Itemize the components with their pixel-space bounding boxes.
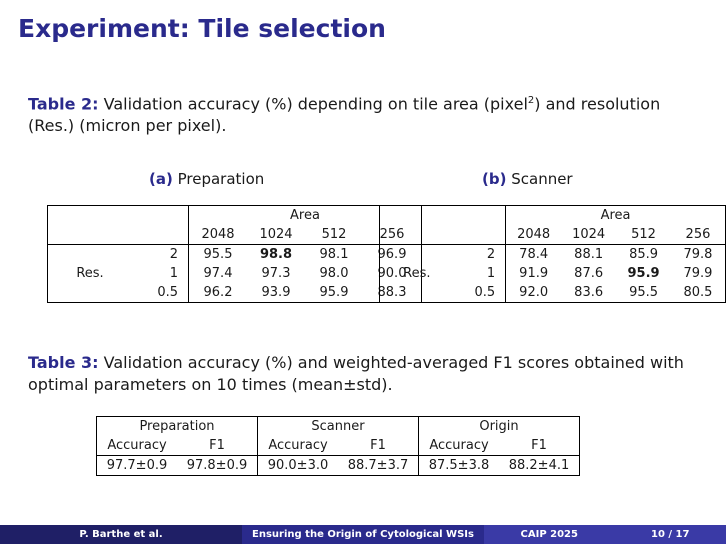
cell-best: 95.9 (627, 266, 660, 281)
cell: 90.0±3.0 (267, 458, 329, 473)
cell: 92.0 (519, 285, 549, 300)
metric-header: Accuracy (419, 436, 500, 456)
table2b (379, 205, 726, 303)
col-header: 256 (363, 225, 422, 245)
cell: 97.4 (203, 266, 233, 281)
cell: 93.9 (261, 285, 291, 300)
metric-header: F1 (338, 436, 419, 456)
col-header: 512 (616, 225, 671, 245)
cell: 97.7±0.9 (106, 458, 168, 473)
res-value: 2 (454, 245, 506, 265)
cell: 97.8±0.9 (177, 456, 258, 476)
subtable-a-title (149, 170, 264, 188)
col-header: 2048 (506, 225, 562, 245)
area-header: Area (290, 208, 320, 223)
col-header: 256 (671, 225, 726, 245)
group-header: Preparation (97, 417, 258, 437)
cell: 85.9 (629, 247, 659, 262)
table-row (48, 245, 422, 265)
cell: 95.5 (629, 285, 659, 300)
table3-caption (28, 352, 698, 396)
cell: 95.5 (203, 247, 233, 262)
metric-header: Accuracy (258, 436, 339, 456)
table-row (48, 264, 422, 283)
table-row (380, 264, 726, 283)
cell: 87.6 (574, 266, 604, 281)
col-header: 2048 (189, 225, 248, 245)
cell: 88.1 (574, 247, 604, 262)
table2-caption-post: ) and resolution (Res.) (micron per pixel). (28, 94, 661, 136)
metric-header: Accuracy (97, 436, 178, 456)
cell: 97.3 (261, 266, 291, 281)
cell: 96.2 (203, 285, 233, 300)
cell-best: 98.8 (259, 247, 293, 262)
cell: 88.3 (377, 285, 407, 300)
table-row (48, 283, 422, 303)
footer-bar (0, 525, 726, 544)
slide-title: Experiment: Tile selection (18, 14, 386, 43)
res-value: 1 (132, 264, 189, 283)
group-header: Origin (479, 419, 519, 434)
cell: 78.4 (519, 247, 549, 262)
metric-header: F1 (499, 436, 580, 456)
res-value: 1 (454, 264, 506, 283)
cell: 96.9 (377, 247, 407, 262)
cell: 98.0 (319, 266, 349, 281)
table3-caption-text: Validation accuracy (%) and weighted-averaged F1 scores obtained with optimal parameters on 10 times (mean±std). (28, 353, 684, 394)
cell: 90.0 (377, 266, 407, 281)
res-header: Res. (76, 266, 104, 281)
col-header: 512 (305, 225, 363, 245)
res-value: 0.5 (454, 283, 506, 303)
res-value: 0.5 (132, 283, 189, 303)
table-row (380, 245, 726, 265)
footer-page[interactable]: 10 / 17 (651, 529, 690, 540)
table3 (96, 416, 580, 476)
table-row (97, 456, 580, 476)
table2-label: Table 2: (28, 94, 99, 114)
cell: 91.9 (519, 266, 549, 281)
subtable-b-name: Scanner (511, 170, 573, 188)
table2-caption (28, 90, 698, 137)
table2-caption-pre: Validation accuracy (%) depending on tile area (pixel (98, 94, 528, 114)
metric-header: F1 (177, 436, 258, 456)
area-header: Area (600, 208, 631, 223)
cell: 87.5±3.8 (428, 458, 490, 473)
subtable-b-label: (b) (482, 170, 507, 188)
cell: 88.2±4.1 (508, 458, 570, 473)
table-row (380, 283, 726, 303)
res-header: Res. (403, 266, 431, 281)
cell: 79.8 (683, 247, 713, 262)
footer-talk-title: Ensuring the Origin of Cytological WSIs (242, 525, 484, 544)
footer-venue: CAIP 2025 (520, 529, 578, 540)
col-header: 1024 (561, 225, 616, 245)
cell: 95.9 (319, 285, 349, 300)
footer-authors: P. Barthe et al. (0, 525, 242, 544)
table3-label: Table 3: (28, 353, 99, 372)
cell: 79.9 (683, 266, 713, 281)
cell: 88.7±3.7 (338, 456, 419, 476)
cell: 80.5 (683, 285, 713, 300)
col-header: 1024 (247, 225, 305, 245)
footer-right (484, 525, 726, 544)
cell: 83.6 (574, 285, 604, 300)
table2a (47, 205, 422, 303)
group-header: Scanner (258, 417, 419, 437)
subtable-b-title (482, 170, 573, 188)
table2-caption-sup: 2 (527, 95, 535, 106)
subtable-a-name: Preparation (177, 170, 265, 188)
cell: 98.1 (319, 247, 349, 262)
res-value: 2 (132, 245, 189, 265)
subtable-a-label: (a) (149, 170, 173, 188)
